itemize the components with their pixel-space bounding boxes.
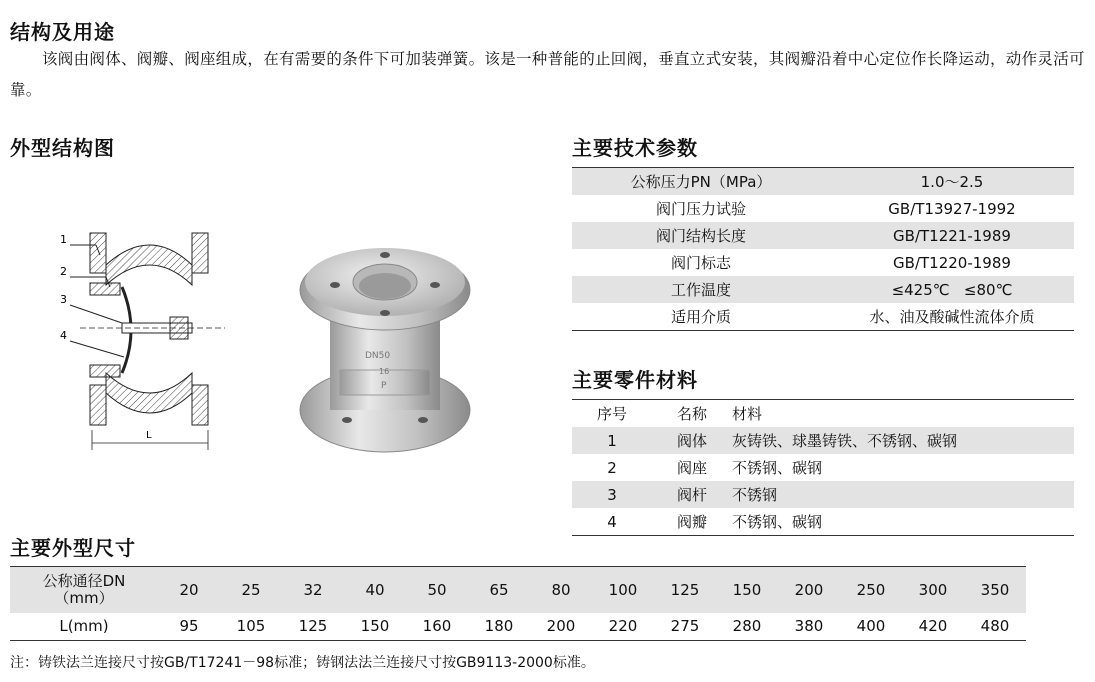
- mat-cell: 阀座: [676, 459, 707, 477]
- title-materials: 主要零件材料: [572, 368, 698, 392]
- mat-cell: 1: [572, 427, 652, 454]
- l-cell: 275: [670, 617, 700, 636]
- dn-cell: 40: [344, 567, 406, 613]
- casting-pn: 16: [379, 367, 390, 376]
- dn-cell: 250: [840, 567, 902, 613]
- tech-key: 工作温度: [572, 276, 830, 303]
- mat-cell: 阀杆: [652, 481, 732, 508]
- label-1: 1: [60, 233, 67, 246]
- label-4: 4: [60, 329, 67, 342]
- label-2: 2: [60, 265, 67, 278]
- mat-header: 材料: [732, 405, 763, 423]
- dn-label-a: 公称通径DN: [42, 571, 126, 590]
- dn-cell: 65: [468, 567, 530, 613]
- title-structure-usage: 结构及用途: [10, 20, 115, 44]
- dn-cell: 200: [778, 567, 840, 613]
- l-cell: 400: [856, 617, 886, 636]
- cross-section-drawing: [50, 225, 230, 455]
- l-cell: 105: [236, 617, 266, 636]
- mat-cell: 不锈钢、碳钢: [732, 459, 823, 477]
- l-cell: 160: [422, 617, 452, 636]
- dn-cell: 150: [716, 567, 778, 613]
- l-cell: 95: [179, 617, 199, 636]
- dn-cell: 125: [654, 567, 716, 613]
- l-cell: 150: [360, 617, 390, 636]
- mat-cell: 阀瓣: [676, 513, 707, 531]
- l-cell: 180: [484, 617, 514, 636]
- mat-cell: 灰铸铁、球墨铸铁、不锈钢、碳钢: [732, 427, 1074, 454]
- tech-key: 阀门结构长度: [572, 222, 830, 249]
- tech-key: 阀门压力试验: [655, 200, 746, 218]
- dn-cell: 350: [964, 567, 1026, 613]
- dim-l: L: [146, 430, 152, 441]
- casting-p: P: [381, 381, 387, 391]
- dn-cell: 80: [530, 567, 592, 613]
- casting-dn: DN50: [365, 351, 391, 361]
- tech-params-table: [572, 167, 1074, 331]
- tech-key: 阀门标志: [670, 254, 731, 272]
- l-cell: 125: [298, 617, 328, 636]
- l-cell: 420: [918, 617, 948, 636]
- dn-cell: 32: [282, 567, 344, 613]
- description-text: 该阀由阀体、阀瓣、阀座组成，在有需要的条件下可加装弹簧。该是一种普能的止回阀，垂直立式安装，其阀瓣沿着中心定位作长降运动，动作灵活可靠。: [10, 50, 1085, 99]
- tech-value: GB/T1221-1989: [830, 222, 1074, 249]
- materials-table: [572, 399, 1074, 536]
- tech-value: GB/T1220-1989: [893, 253, 1011, 272]
- mat-header: 序号: [596, 405, 627, 423]
- l-cell: 280: [732, 617, 762, 636]
- dn-cell: 300: [902, 567, 964, 613]
- label-3: 3: [60, 293, 67, 306]
- valve-photo: [295, 240, 475, 455]
- tech-value: ≤425℃ ≤80℃: [830, 276, 1074, 303]
- tech-key: 公称压力PN（MPa）: [572, 168, 830, 196]
- dn-cell: 50: [406, 567, 468, 613]
- mat-header: 名称: [676, 405, 707, 423]
- l-label: L(mm): [59, 616, 109, 635]
- mat-cell: 不锈钢: [732, 481, 1074, 508]
- footnote: 注：铸铁法兰连接尺寸按GB/T17241－98标准；铸钢法法兰连接尺寸按GB9113-2000标准。: [10, 655, 595, 671]
- l-cell: 220: [608, 617, 638, 636]
- dn-cell: 20: [158, 567, 220, 613]
- mat-cell: 阀体: [652, 427, 732, 454]
- tech-value: 1.0～2.5: [830, 168, 1074, 196]
- title-dimensions: 主要外型尺寸: [10, 536, 136, 560]
- title-drawing: 外型结构图: [10, 136, 115, 160]
- tech-value: GB/T13927-1992: [888, 199, 1016, 218]
- dn-cell: 25: [220, 567, 282, 613]
- dimensions-table: [10, 566, 1026, 641]
- l-cell: 380: [794, 617, 824, 636]
- mat-cell: 3: [572, 481, 652, 508]
- mat-cell: 4: [607, 512, 617, 531]
- tech-key: 适用介质: [670, 308, 731, 326]
- dn-cell: 100: [592, 567, 654, 613]
- dn-label-b: （mm）: [54, 588, 114, 607]
- tech-value: 水、油及酸碱性流体介质: [869, 308, 1035, 326]
- dn-label: [10, 567, 158, 613]
- title-tech-params: 主要技术参数: [572, 136, 698, 160]
- mat-cell: 不锈钢、碳钢: [732, 513, 823, 531]
- l-cell: 480: [980, 617, 1010, 636]
- l-cell: 200: [546, 617, 576, 636]
- mat-cell: 2: [607, 458, 617, 477]
